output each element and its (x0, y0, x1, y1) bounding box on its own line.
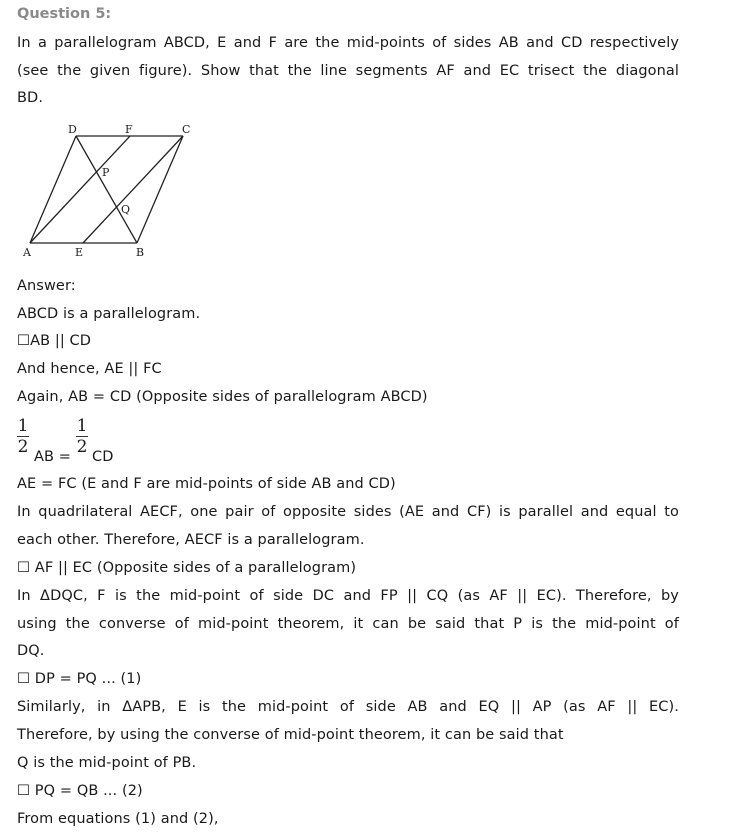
answer-line-5-end: CD (92, 449, 114, 465)
fraction-half-left (17, 417, 29, 456)
side-bc (137, 136, 183, 243)
answer-line-3: And hence, AE || FC (17, 361, 162, 377)
label-d: D (68, 123, 77, 136)
answer-line-2: ☐AB || CD (17, 333, 92, 349)
answer-line-4: Again, AB = CD (Opposite sides of parallelogram ABCD) (17, 389, 428, 405)
answer-line-10: In ΔDQC, F is the mid-point of side DC and FP || CQ (as AF || EC). Therefore, by (17, 588, 679, 604)
answer-line-11: using the converse of mid-point theorem, it can be said that P is the mid-point of (17, 616, 679, 632)
parallelogram-figure (17, 118, 217, 263)
answer-line-7: In quadrilateral AECF, one pair of opposite sides (AE and CF) is parallel and equal to (17, 504, 679, 520)
fraction-numerator: 1 (17, 416, 29, 436)
fraction-half-right (76, 417, 88, 456)
answer-line-9: ☐ AF || EC (Opposite sides of a parallelogram) (17, 560, 357, 576)
answer-line-14: Similarly, in ΔAPB, E is the mid-point of side AB and EQ || AP (as AF || EC). (17, 699, 679, 715)
answer-line-12: DQ. (17, 643, 45, 659)
diagonal-bd (76, 136, 137, 243)
answer-line-15: Therefore, by using the converse of mid-point theorem, it can be said that (17, 727, 564, 743)
side-da (30, 136, 76, 243)
label-a: A (23, 246, 31, 259)
answer-line-6: AE = FC (E and F are mid-points of side AB and CD) (17, 476, 396, 492)
answer-line-5-mid: AB = (34, 449, 72, 465)
answer-line-17: ☐ PQ = QB ... (2) (17, 783, 143, 799)
segment-ec (83, 136, 183, 243)
label-c: C (182, 123, 191, 136)
answer-line-18: From equations (1) and (2), (17, 811, 219, 827)
fraction-denominator: 2 (17, 437, 29, 457)
question-text-line-2: (see the given figure). Show that the line segments AF and EC trisect the diagonal (17, 63, 679, 79)
label-f: F (125, 123, 133, 136)
answer-label: Answer: (17, 278, 76, 294)
fraction-denominator: 2 (76, 437, 88, 457)
answer-line-13: ☐ DP = PQ ... (1) (17, 671, 142, 687)
answer-line-16: Q is the mid-point of PB. (17, 755, 197, 771)
segment-af (30, 136, 130, 243)
answer-line-8: each other. Therefore, AECF is a parallelogram. (17, 532, 365, 548)
label-p: P (102, 166, 110, 179)
label-q: Q (121, 203, 131, 216)
answer-line-1: ABCD is a parallelogram. (17, 306, 201, 322)
question-title: Question 5: (17, 6, 112, 22)
fraction-numerator: 1 (76, 416, 88, 436)
label-b: B (136, 246, 145, 259)
question-text-line-1: In a parallelogram ABCD, E and F are the mid-points of sides AB and CD respectively (17, 35, 679, 51)
label-e: E (75, 246, 84, 259)
question-text-line-3: BD. (17, 90, 44, 106)
